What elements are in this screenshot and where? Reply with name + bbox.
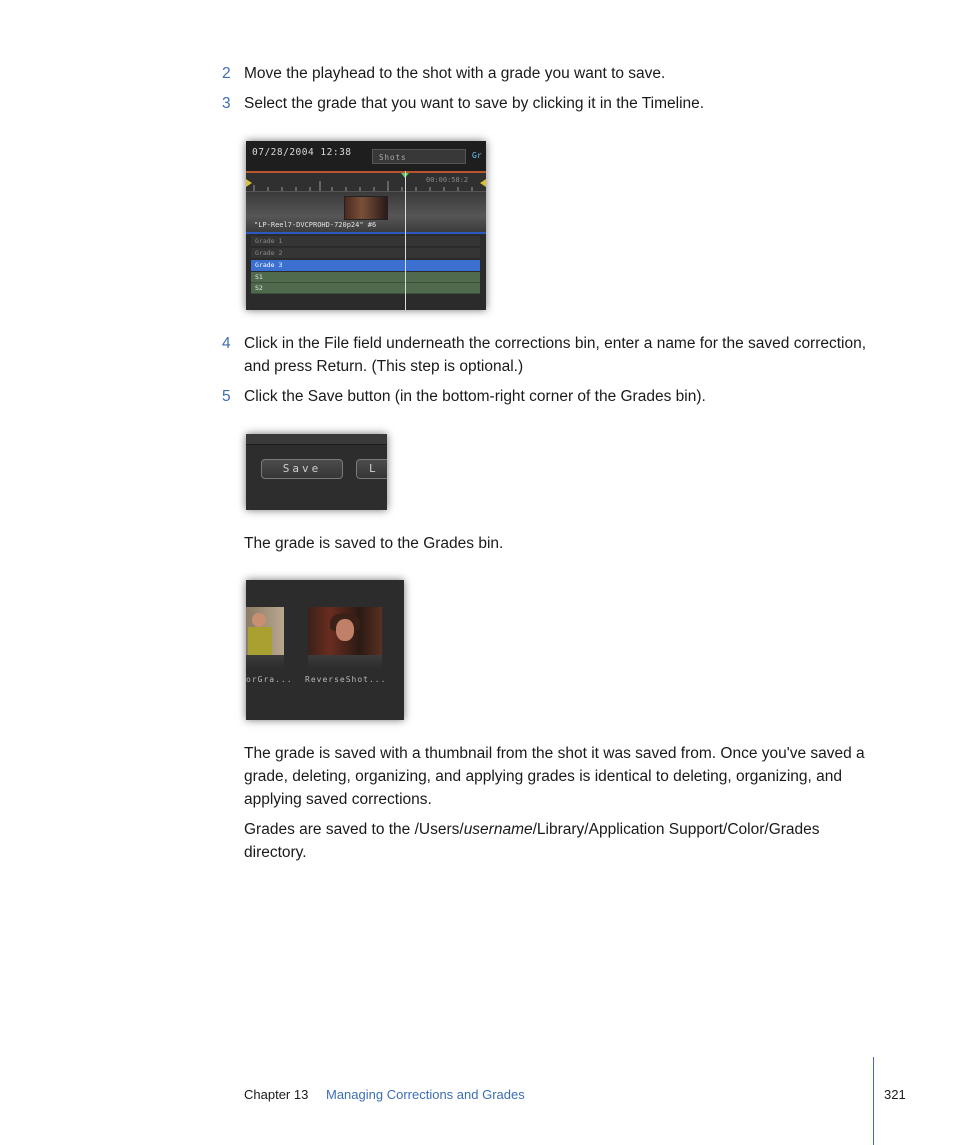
grade-row[interactable]: Grade 1 (251, 236, 480, 247)
grade-row-selected[interactable]: Grade 3 (251, 260, 480, 271)
footer-divider (873, 1057, 874, 1145)
step-2 (222, 62, 882, 85)
thumbnail-figure-face (336, 619, 354, 641)
step-number: 4 (222, 335, 231, 352)
grade-label: orGra... (246, 675, 293, 684)
clip-thumbnail (344, 196, 388, 220)
thumbnail-reflection (308, 655, 382, 669)
step-4 (222, 332, 882, 378)
load-button[interactable]: L (356, 459, 387, 479)
directory-text-prefix: Grades are saved to the /Users/ (244, 821, 464, 838)
playhead[interactable] (405, 171, 406, 310)
grades-bin-screenshot (246, 580, 404, 720)
username-placeholder: username (463, 821, 533, 838)
page-number: 321 (884, 1087, 906, 1102)
step-text: Select the grade that you want to save by clicking it in the Timeline. (244, 95, 705, 112)
step-text: Click the Save button (in the bottom-right corner of the Grades bin). (244, 388, 706, 405)
step-number: 2 (222, 65, 231, 82)
footer-chapter: Chapter 13 (244, 1087, 309, 1102)
save-button-screenshot (246, 434, 387, 510)
grade-row[interactable]: S1 (251, 272, 480, 283)
grade-label: ReverseShot... (305, 675, 387, 684)
step-text: Move the playhead to the shot with a grade you want to save. (244, 65, 666, 82)
ruler-timecode: 00:00:58:2 (426, 176, 469, 184)
grade-row[interactable]: S2 (251, 283, 480, 294)
grade-row[interactable]: Grade 2 (251, 248, 480, 259)
clip-label: "LP-Reel7-DVCPROHD-720p24" #6 (254, 221, 377, 229)
step-5 (222, 385, 882, 408)
step-number: 5 (222, 388, 231, 405)
footer-chapter-title: Managing Corrections and Grades (326, 1087, 525, 1102)
shots-tab[interactable]: Shots (372, 149, 466, 164)
thumbnail-figure-head (252, 613, 266, 627)
grade-thumbnail[interactable] (246, 607, 284, 655)
thumbnail-figure-body (248, 627, 272, 655)
grades-tab[interactable]: Gr (472, 151, 482, 160)
timecode-display: 07/28/2004 12:38 (252, 147, 352, 158)
grade-thumbnail[interactable] (308, 607, 382, 655)
thumbnail-reflection (246, 655, 284, 669)
save-button[interactable]: Save (261, 459, 343, 479)
step-number: 3 (222, 95, 231, 112)
explanation-text: The grade is saved with a thumbnail from the shot it was saved from. Once you've saved a grade, deleting, organizing, and applying grades is identical to deleting, organizing, and applying saved corrections. (244, 745, 865, 808)
directory-text-suffix: /Library/Application Support/Color/Grades directory. (244, 821, 820, 861)
bin-edge (246, 434, 387, 445)
track-separator (246, 232, 486, 234)
step-3 (222, 92, 882, 115)
timeline-screenshot (246, 141, 486, 310)
result-text: The grade is saved to the Grades bin. (244, 535, 504, 552)
step-text: Click in the File field underneath the corrections bin, enter a name for the saved correction, and press Return. (This step is optional.) (244, 335, 867, 375)
directory-text (244, 818, 884, 864)
